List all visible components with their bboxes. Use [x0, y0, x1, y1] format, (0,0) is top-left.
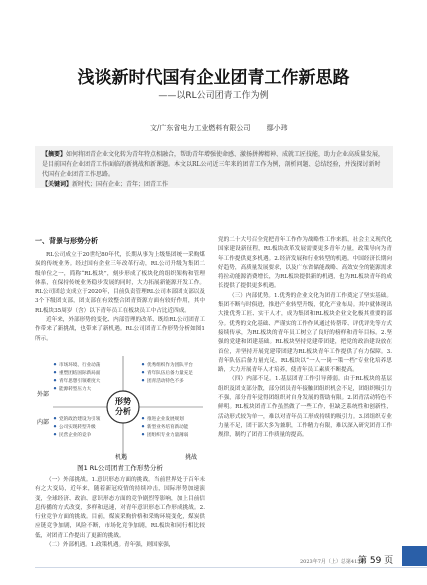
- quadrant-item: 市场环境、行业动荡: [59, 363, 101, 368]
- quadrant-item: 青年队伍后备力量充足: [147, 371, 193, 376]
- bullet-icon: [54, 417, 56, 419]
- quadrant-item: 青年思想引领难度大: [59, 379, 101, 384]
- bullet-icon: [54, 379, 56, 381]
- paragraph: （三）内部优势。1.优秀的企业文化为团青工作奠定了坚实基础。集团不断与时俱进，推进产业转型升级，优化产业布局。其中就体现出大批优秀工匠、实干人才，成为集团和RL板块企业文化极其重要的部分。优秀的文化基础、严谨实的工作作风通过传帮带、评优评先等方式接续传承，为RL板块的青年员工树立了良好的榜样和青年目标。2.坚强的党建和团建基础。RL板块坚持党建带团建，把党的政治建设放在首位，并坚持开展党建带团建为RL板块青年工作提供了有力保障。3.青年队伍后备力量充足，RL板块以“一人一岗一策一档”专业化培养思路，大力开展青年人才培养，使青年员工素质不断提高。: [218, 292, 392, 374]
- keywords: [42, 180, 386, 190]
- quadrant-item: 优秀组织作为团队平台: [147, 363, 193, 368]
- paragraph: （四）内部不足。1.基层团青工作引导薄弱。由于RL板块的基层组织及团支部分散，部分团员青年接触团组织机会不足，团组织吸引力不强，部分青年觉得团组织对自身发展的帮助有限。2.团青活动特色不鲜明。RL板块团青工作虽然做了一些工作，但缺乏系统性和创新性，活动形式较为单一，难以对青年员工形成持续的吸引力。3.团组织专业力量不足，团干部大多为兼职，工作精力有限，难以深入研究团青工作规律，制约了团青工作质量的提高。: [218, 376, 392, 439]
- section-heading: 一、背景与形势分析: [35, 237, 98, 245]
- footer-rule: [35, 567, 427, 568]
- left-column-top: [35, 251, 205, 344]
- left-column-bottom: [35, 476, 205, 550]
- paragraph: RL公司成立于20世纪80年代，长期从事为上级集团统一采购煤炭的传统业务。经过国有企业三年改革行动，RL公司升级为集团二级单位之一，简称“RL板块”，刻步形成了板块化的组织架构和管理体系，在保持传统业务稳步发展的同时，大力拓展新能源开发工作。RL公司团总支成立于2020年，目前负责管理RL公司本部团支部以及3个下级团支部，团支部在有效整合团青资源方面有较好作用，其中RL板块35周岁（含）以下青年员工在板块员工中占比近四成。: [35, 252, 205, 314]
- bullet-icon: [54, 425, 56, 427]
- keywords-text: 新时代；国有企业；青年；团青工作: [72, 181, 169, 188]
- label-opportunity: 机遇: [115, 454, 128, 461]
- bullet-icon: [54, 433, 56, 435]
- abstract: [42, 150, 386, 180]
- quadrant-item: 推进企业发展规划: [147, 417, 184, 422]
- center-label-2: 分析: [115, 407, 131, 416]
- bullet-icon: [142, 417, 144, 419]
- bullet-icon: [142, 425, 144, 427]
- author-line: [150, 123, 288, 133]
- situation-analysis-diagram: [35, 352, 205, 462]
- center-label-1: 形势: [115, 397, 131, 406]
- quadrant-item: 民营企业的竞争: [59, 433, 92, 438]
- article-title: 浅谈新时代国有企业团青工作新思路: [77, 68, 350, 88]
- author-org: 文/广东省电力工业燃料有限公司: [150, 124, 251, 132]
- paragraph: （一）外部挑战。1.意识形态方面的挑战。当前世界处于百年未有之大变局，近年来，随着新冠疫情的持续冲击，国际形势加速演变，全球经济、政治、意识形态方面的竞争剧烈等影响，加上目前信息传播的方式改变，多样和迅速，对青年意识形态工作形成挑战。2.行业竞争方面的挑战。目前，煤炭采购价格和采购环境变化，煤炭供应链竞争加剧，风险不断，市场化竞争加剧，RL板块和同行相比较低，对团青工作提出了更新的挑战。: [35, 477, 205, 539]
- footer-accent-bar: [402, 546, 427, 566]
- bullet-icon: [142, 363, 144, 365]
- figure-caption: 图1 RL公司团青工作形势分析: [77, 464, 163, 472]
- keywords-label: 【关键词】: [42, 181, 73, 188]
- quadrant-item: 新型业务培育新动能: [147, 425, 189, 430]
- paragraph: 近年来，外部形势的变化、内部管理的改革、既给RL公司团青工作带来了新挑战，也带来了新机遇。RL公司团青工作形势分析如图1所示。: [35, 317, 205, 342]
- bullet-icon: [142, 379, 144, 381]
- page-number: 第 59 页: [358, 556, 394, 566]
- quadrant-item: 能源转型压力大: [59, 387, 92, 392]
- footer-issue: 2023年7月（上）总第415期: [300, 559, 366, 565]
- abstract-box: [35, 146, 393, 188]
- abstract-label: 【摘要】: [42, 151, 67, 158]
- quadrant-item: 党的政治建设为引领: [59, 417, 101, 422]
- paragraph: 党的二十大号召全党把青年工作作为战略性工作来抓，社会主义现代化国家建设新征程，RL板块改革发展需要更多青年力量，政策导向为青年工作提供更多机遇。2.经济发展和行业转型的机遇。中国经济长期向好趋势，高质量发展要求，以及广东省储能战略、高效安全的能源需求将拉动能源消费增长，为RL板块提供新的机遇，也为RL板块青年的成长提供了提供更多机遇。: [218, 237, 392, 290]
- quadrant-item: 公司实现转型升级: [59, 425, 96, 430]
- bullet-icon: [54, 363, 56, 365]
- bullet-icon: [54, 387, 56, 389]
- right-column: [218, 236, 392, 441]
- bullet-icon: [142, 433, 144, 435]
- label-challenge: 挑战: [185, 454, 198, 461]
- quadrant-item: 重塑团结国际新局面: [59, 371, 101, 376]
- article-subtitle: ——以RL公司团青工作为例: [158, 91, 269, 101]
- quadrant-item: 团组织专业力量薄弱: [147, 433, 189, 438]
- bullet-icon: [142, 371, 144, 373]
- label-external: 外部: [37, 391, 50, 398]
- figure-1: [35, 352, 205, 462]
- bullet-icon: [54, 371, 56, 373]
- label-internal: 内部: [37, 419, 50, 426]
- author-name: 鄢小玮: [266, 124, 288, 132]
- quadrant-item: 团青活动特色不多: [147, 379, 184, 384]
- abstract-text: 如何将团青企业文化转为青年特点相融合，帮助青年增强使命感、激扬拼搏精神、成就工匠技能，助力企业高质量发展，是目前国有企业团青工作面临的新挑战和新课题。本文以RL公司近三年来的团青工作为例，剖析问题、总结经验，并浅探讨新时代国有企业团青工作思路。: [42, 151, 385, 178]
- paragraph: （二）外部机遇。1.政策机遇。青年强，则国家强，: [46, 542, 175, 549]
